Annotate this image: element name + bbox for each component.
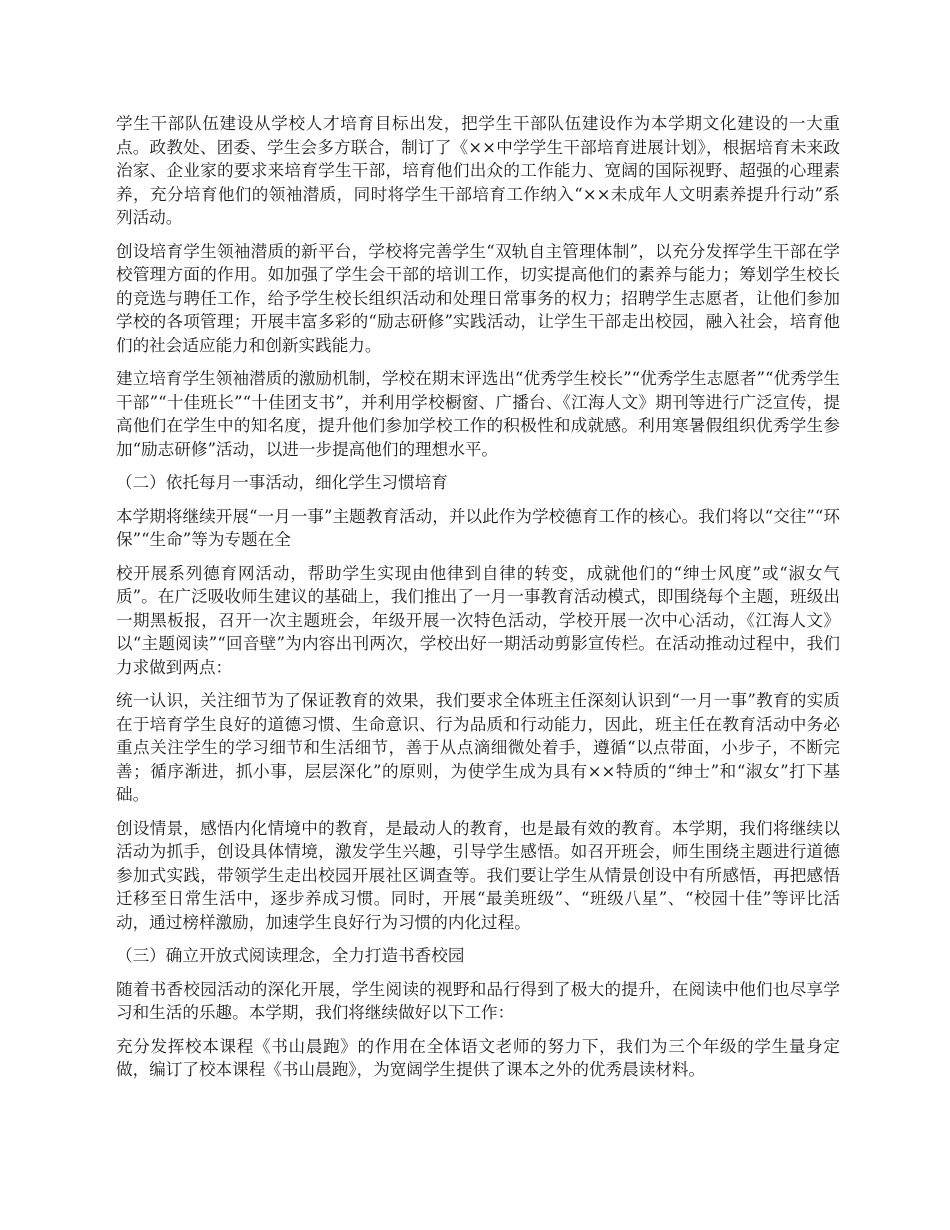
section-heading-open-reading: （三）确立开放式阅读理念，全力打造书香校园 xyxy=(116,946,465,965)
paragraph-moral-education-series: 校开展系列德育网活动，帮助学生实现由他律到自律的转变，成就他们的“绅士风度”或“淑女气质”。在广泛吸收师生建议的基础上，我们推出了一月一事教育活动模式，即围绕每个主题，班级出一期黑板报，召开一次主题班会，年级开展一次特色活动，学校开展一次中心活动，《江海人文》以“主题阅读”“回音壁”为内容出刊两次，学校出好一期活动剪影宣传栏。在活动推动过程中，我们力求做到两点： xyxy=(116,563,840,677)
paragraph-creating-scenarios: 创设情景，感悟内化情境中的教育，是最动人的教育，也是最有效的教育。本学期，我们将继续以活动为抓手，创设具体情境，激发学生兴趣，引导学生感悟。如召开班会，师生围绕主题进行道德参加式实践，带领学生走出校园开展社区调查等。我们要让学生从情景创设中有所感悟，再把感悟迁移至日常生活中，逐步养成习惯。同时，开展“最美班级”、“班级八星”、“校园十佳”等评比活动，通过榜样激励，加速学生良好行为习惯的内化过程。 xyxy=(116,818,840,932)
paragraph-school-curriculum: 充分发挥校本课程《书山晨跑》的作用在全体语文老师的努力下，我们为三个年级的学生量身定做，编订了校本课程《书山晨跑》，为宽阔学生提供了课本之外的优秀晨读材料。 xyxy=(116,1036,840,1079)
paragraph-book-campus: 随着书香校园活动的深化开展，学生阅读的视野和品行得到了极大的提升，在阅读中他们也尽享学习和生活的乐趣。本学期，我们将继续做好以下工作： xyxy=(116,979,840,1022)
paragraph-one-month-one-thing: 本学期将继续开展“一月一事”主题教育活动，并以此作为学校德育工作的核心。我们将以“交往”“环保”“生命”等为专题在全 xyxy=(116,506,840,549)
paragraph-cadre-team: 学生干部队伍建设从学校人才培育目标出发，把学生干部队伍建设作为本学期文化建设的一大重点。政教处、团委、学生会多方联合，制订了《××中学学生干部培育进展计划》，根据培育未来政治家、企业家的要求来培育学生干部，培育他们出众的工作能力、宽阔的国际视野、超强的心理素养，充分培育他们的领袖潜质，同时将学生干部培育工作纳入“××未成年人文明素养提升行动”系列活动。 xyxy=(116,114,840,227)
section-heading-monthly-activity: （二）依托每月一事活动，细化学生习惯培育 xyxy=(116,473,448,492)
paragraph-leadership-platform: 创设培育学生领袖潜质的新平台，学校将完善学生“双轨自主管理体制”，以充分发挥学生干部在学校管理方面的作用。如加强了学生会干部的培训工作，切实提高他们的素养与能力；筹划学生校长的竞选与聘任工作，给予学生校长组织活动和处理日常事务的权力；招聘学生志愿者，让他们参加学校的各项管理；开展丰富多彩的“励志研修”实践活动，让学生干部走出校园，融入社会，培育他们的社会适应能力和创新实践能力。 xyxy=(116,241,840,355)
paragraph-incentive-mechanism: 建立培育学生领袖潜质的激励机制，学校在期末评选出“优秀学生校长”“优秀学生志愿者”“优秀学生干部”“十佳班长”“十佳团支书”，并利用学校橱窗、广播台、《江海人文》期刊等进行广泛宣传，提高他们在学生中的知名度，提升他们参加学校工作的积极性和成就感。利用寒暑假组织优秀学生参加“励志研修”活动，以进一步提高他们的理想水平。 xyxy=(116,369,840,459)
document-body xyxy=(116,112,840,1092)
paragraph-unified-understanding: 统一认识，关注细节为了保证教育的效果，我们要求全体班主任深刻认识到“一月一事”教育的实质在于培育学生良好的道德习惯、生命意识、行为品质和行动能力，因此，班主任在教育活动中务必重点关注学生的学习细节和生活细节，善于从点滴细微处着手，遵循“以点带面，小步子，不断完善；循序渐进，抓小事，层层深化”的原则，为使学生成为具有××特质的“绅士”和“淑女”打下基础。 xyxy=(116,691,840,804)
